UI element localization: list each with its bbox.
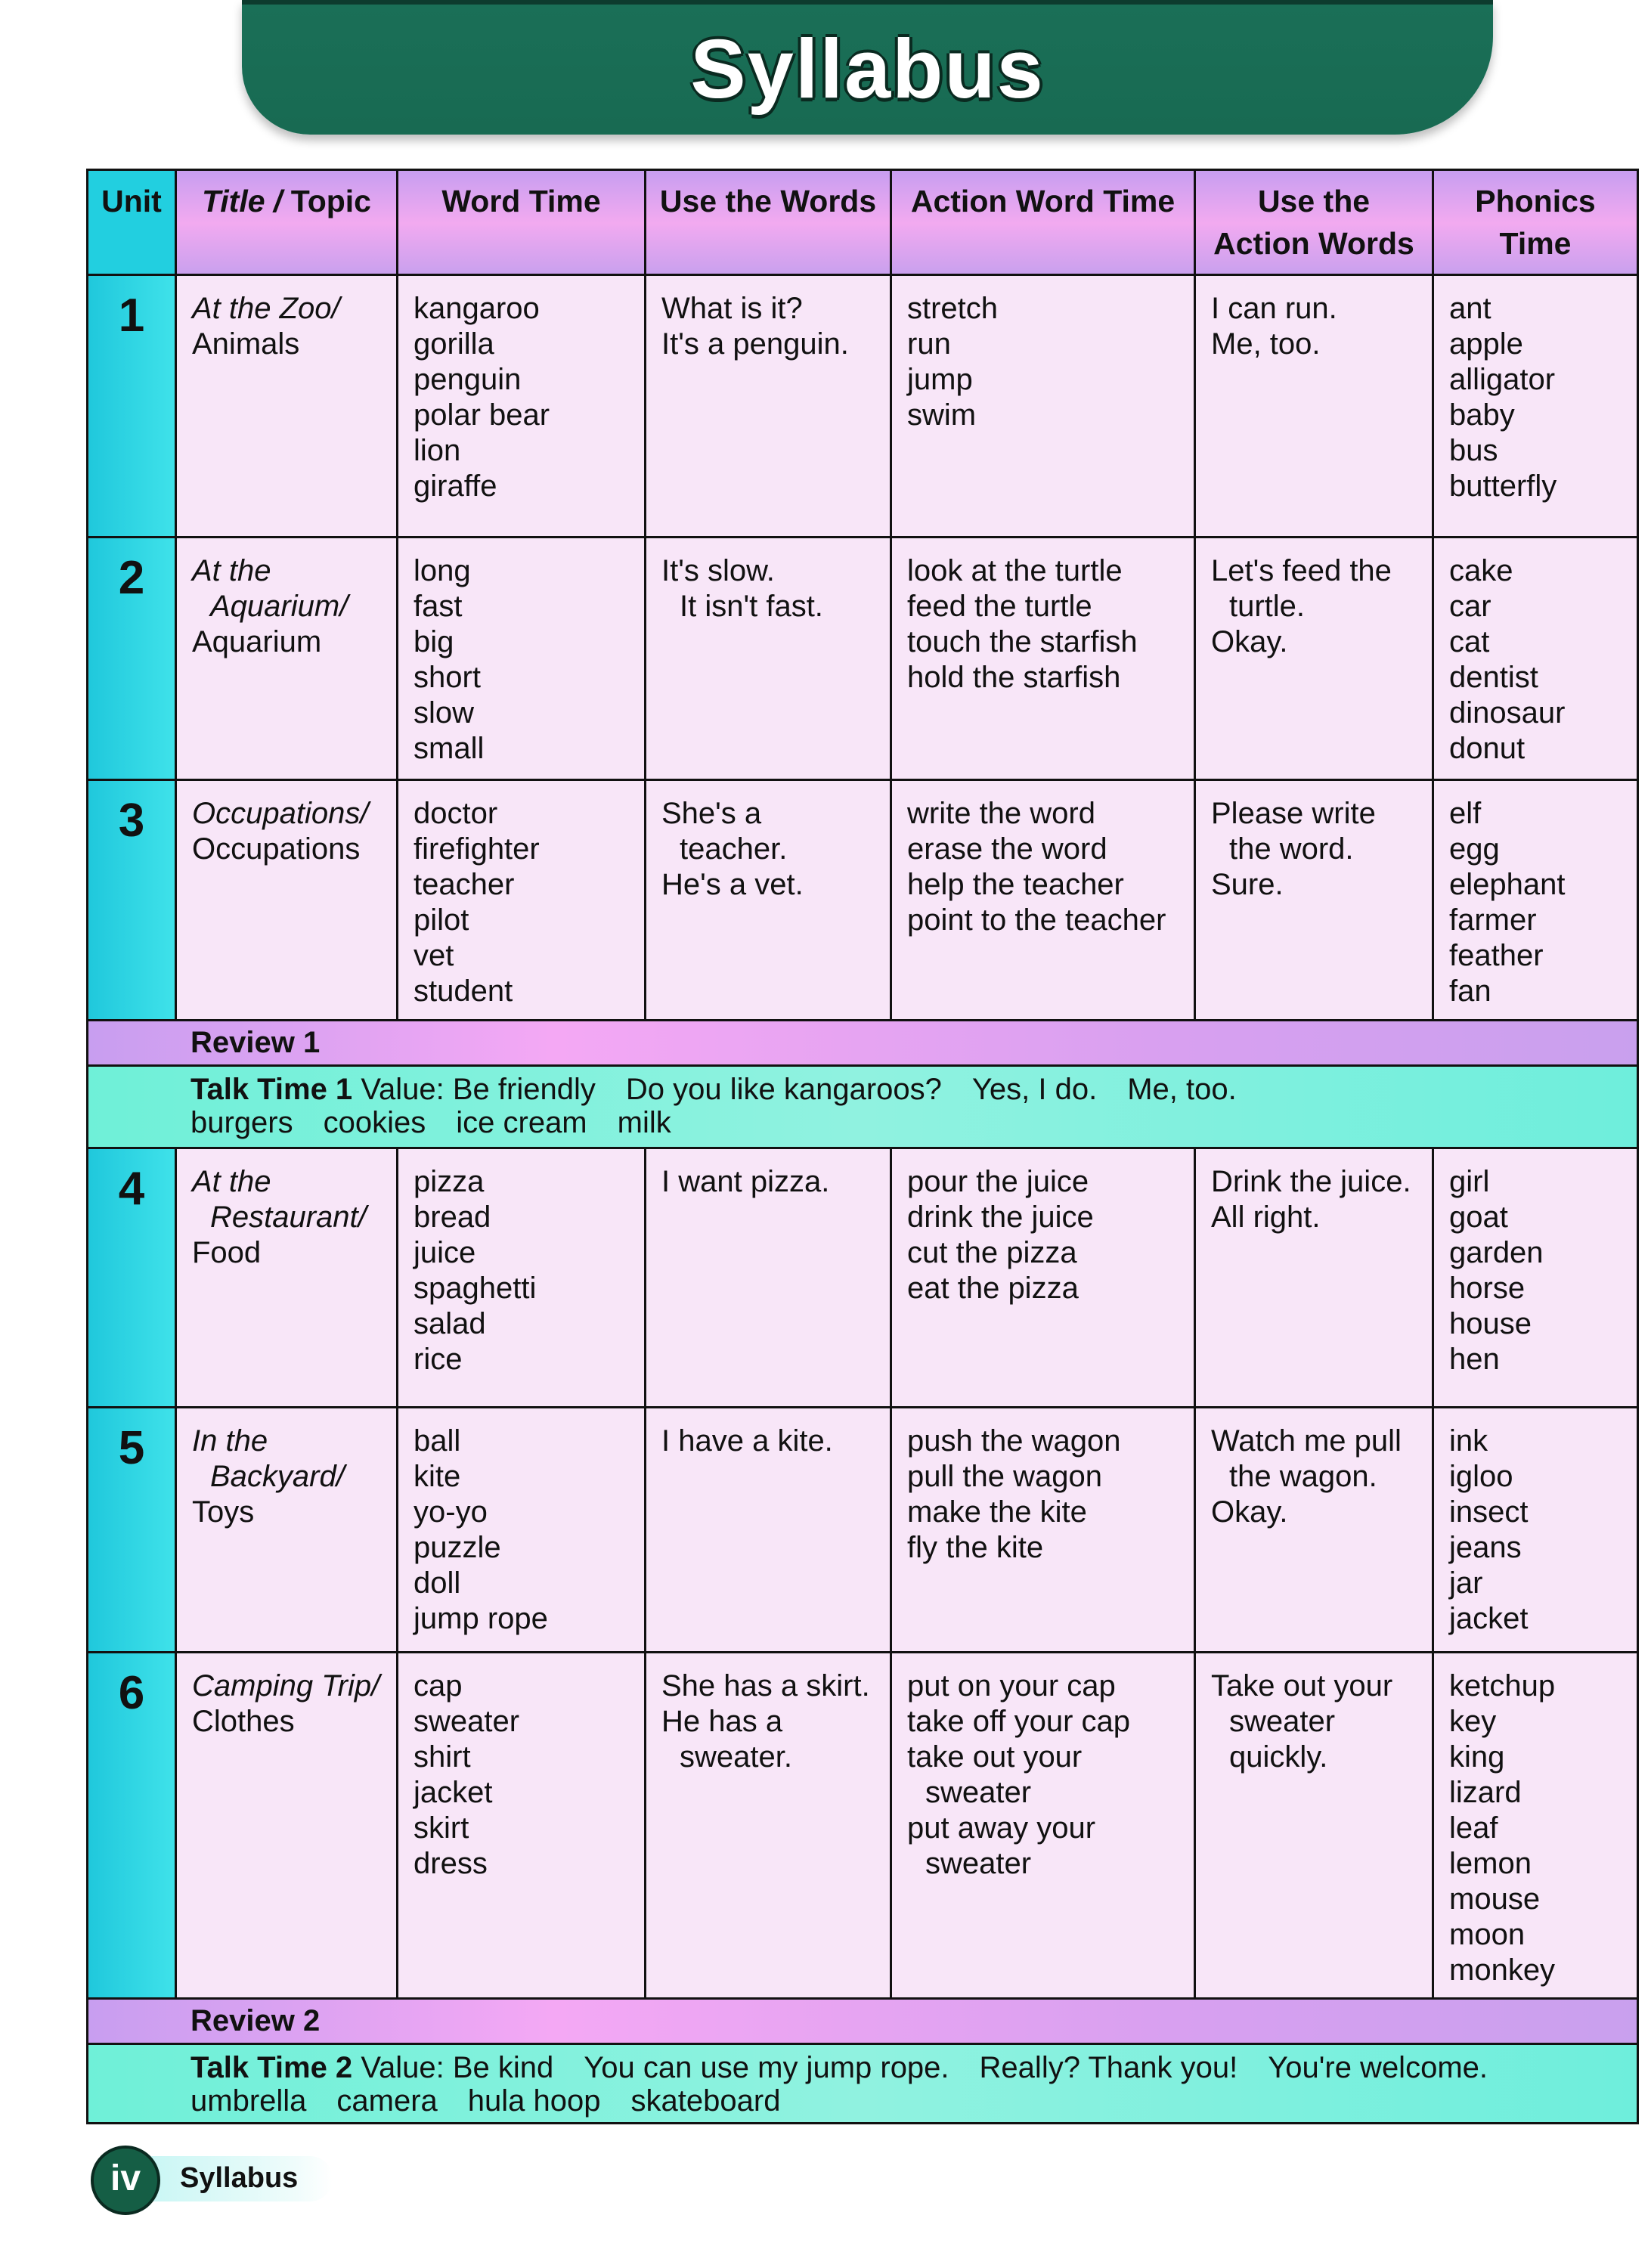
cell-line: fly the kite [907, 1531, 1044, 1564]
cell-line: butterfly [1449, 469, 1557, 503]
use-the-words-cell [646, 538, 891, 780]
cell-line: short [414, 661, 481, 694]
cell-line: Occupations [192, 832, 361, 866]
cell-line: monkey [1449, 1954, 1556, 1987]
cell-line: jacket [414, 1776, 493, 1809]
cell-line: doll [414, 1566, 461, 1600]
cell-line: key [1449, 1705, 1497, 1738]
cell-line: shirt [414, 1740, 471, 1774]
cell-line: lion [414, 434, 461, 467]
cell-line: vet [414, 939, 454, 972]
cell-line: dinosaur [1449, 696, 1566, 730]
cell-line: horse [1449, 1272, 1526, 1305]
phonics-cell [1433, 1148, 1638, 1408]
cell-line: girl [1449, 1165, 1490, 1198]
cell-line: run [907, 327, 951, 361]
talk-time-row [88, 1066, 1638, 1148]
unit-row [88, 538, 1638, 780]
header-use-the-action-words [1195, 170, 1433, 275]
cell-line: hen [1449, 1343, 1500, 1376]
talk-phrase: Yes, I do. [971, 1073, 1098, 1106]
cell-line: cut the pizza [907, 1236, 1077, 1269]
cell-line: I have a kite. [661, 1424, 833, 1458]
review-row [88, 1021, 1638, 1066]
talk-phrase: Do you like kangaroos? [625, 1073, 942, 1106]
action-word-time-cell [891, 780, 1195, 1021]
cell-line: penguin [414, 363, 522, 396]
header-title-topic [176, 170, 398, 275]
cell-line: mouse [1449, 1882, 1541, 1916]
cell-line: sweater. [680, 1740, 792, 1774]
cell-line: juice [414, 1236, 476, 1269]
cell-line: sweater [414, 1705, 520, 1738]
cell-line: swim [907, 398, 977, 432]
cell-line: pizza [414, 1165, 485, 1198]
action-word-time-cell [891, 538, 1195, 780]
talk-word: ice cream [456, 1106, 587, 1139]
title-cell [176, 275, 398, 538]
cell-line: alligator [1449, 363, 1556, 396]
header-label: Action Word Time [910, 184, 1176, 218]
cell-line: jump rope [414, 1602, 548, 1635]
use-the-action-words-cell [1195, 780, 1433, 1021]
cell-line: Me, too. [1211, 327, 1321, 361]
cell-line: Okay. [1211, 625, 1288, 658]
unit-number: 1 [88, 275, 176, 538]
cell-line: take out your [907, 1740, 1083, 1774]
use-the-words-cell [646, 780, 891, 1021]
unit-row [88, 1408, 1638, 1653]
cell-line: At the [192, 554, 271, 587]
cell-line: He has a [661, 1705, 783, 1738]
header-label: Title / Topic [201, 184, 371, 218]
talk-words-line [190, 2084, 1637, 2118]
cell-line: At the Zoo/ [192, 292, 340, 325]
unit-row [88, 1148, 1638, 1408]
cell-line: rice [414, 1343, 463, 1376]
cell-line: Restaurant/ [210, 1201, 367, 1234]
cell-line: hold the starfish [907, 661, 1121, 694]
talk-phrase: Me, too. [1127, 1073, 1237, 1106]
cell-line: spaghetti [414, 1272, 537, 1305]
cell-line: Please write [1211, 797, 1376, 830]
cell-line: igloo [1449, 1460, 1513, 1493]
cell-line: ketchup [1449, 1669, 1556, 1703]
review-label: Review 1 [88, 1021, 1638, 1066]
cell-line: Okay. [1211, 1495, 1288, 1529]
cell-line: cat [1449, 625, 1490, 658]
talk-word: hula hoop [467, 2084, 601, 2118]
cell-line: the word. [1229, 832, 1354, 866]
cell-line: write the word [907, 797, 1095, 830]
cell-line: long [414, 554, 471, 587]
cell-line: Watch me pull [1211, 1424, 1402, 1458]
use-the-action-words-cell [1195, 275, 1433, 538]
cell-line: At the [192, 1165, 271, 1198]
cell-line: king [1449, 1740, 1505, 1774]
title-cell [176, 1148, 398, 1408]
cell-line: sweater [1229, 1705, 1336, 1738]
talk-phrase: You can use my jump rope. [584, 2051, 949, 2084]
cell-line: She has a skirt. [661, 1669, 870, 1703]
cell-line: house [1449, 1307, 1532, 1340]
cell-line: help the teacher [907, 868, 1124, 901]
header-label: Phonics [1475, 184, 1596, 218]
word-time-cell [398, 780, 646, 1021]
word-time-cell [398, 275, 646, 538]
review-label: Review 2 [88, 1999, 1638, 2044]
cell-line: small [414, 732, 485, 765]
cell-line: fast [414, 590, 463, 623]
cell-line: leaf [1449, 1811, 1498, 1845]
unit-number: 6 [88, 1653, 176, 1999]
cell-line: lemon [1449, 1847, 1532, 1880]
talk-phrase: Really? Thank you! [979, 2051, 1238, 2084]
cell-line: take off your cap [907, 1705, 1130, 1738]
talk-time-line [190, 2051, 1637, 2084]
use-the-action-words-cell [1195, 1408, 1433, 1653]
cell-line: In the [192, 1424, 268, 1458]
talk-time-value: Value: Be kind [361, 2051, 554, 2084]
talk-word: milk [617, 1106, 671, 1139]
cell-line: skirt [414, 1811, 469, 1845]
unit-row [88, 1653, 1638, 1999]
cell-line: baby [1449, 398, 1515, 432]
action-word-time-cell [891, 1653, 1195, 1999]
cell-line: jacket [1449, 1602, 1529, 1635]
title-cell [176, 1408, 398, 1653]
cell-line: touch the starfish [907, 625, 1138, 658]
cell-line: It isn't fast. [680, 590, 823, 623]
cell-line: sweater [925, 1776, 1032, 1809]
cell-line: Sure. [1211, 868, 1284, 901]
talk-word: skateboard [630, 2084, 781, 2118]
cell-line: pilot [414, 903, 469, 937]
header-action-word-time [891, 170, 1195, 275]
cell-line: teacher. [680, 832, 788, 866]
cell-line: doctor [414, 797, 498, 830]
cell-line: Occupations/ [192, 797, 369, 830]
header-word-time [398, 170, 646, 275]
action-word-time-cell [891, 1408, 1195, 1653]
cell-line: put away your [907, 1811, 1096, 1845]
cell-line: pull the wagon [907, 1460, 1102, 1493]
cell-line: the wagon. [1229, 1460, 1377, 1493]
cell-line: It's a penguin. [661, 327, 849, 361]
cell-line: bus [1449, 434, 1498, 467]
cell-line: apple [1449, 327, 1523, 361]
cell-line: feed the turtle [907, 590, 1092, 623]
cell-line: jeans [1449, 1531, 1522, 1564]
cell-line: insect [1449, 1495, 1529, 1529]
cell-line: yo-yo [414, 1495, 488, 1529]
cell-line: garden [1449, 1236, 1544, 1269]
cell-line: firefighter [414, 832, 540, 866]
use-the-words-cell [646, 275, 891, 538]
cell-line: eat the pizza [907, 1272, 1079, 1305]
action-word-time-cell [891, 1148, 1195, 1408]
cell-line: pour the juice [907, 1165, 1089, 1198]
cell-line: point to the teacher [907, 903, 1166, 937]
review-row [88, 1999, 1638, 2044]
cell-line: cake [1449, 554, 1513, 587]
cell-line: ball [414, 1424, 461, 1458]
cell-line: dress [414, 1847, 488, 1880]
title-cell [176, 538, 398, 780]
cell-line: farmer [1449, 903, 1537, 937]
cell-line: teacher [414, 868, 515, 901]
use-the-action-words-cell [1195, 1148, 1433, 1408]
cell-line: push the wagon [907, 1424, 1121, 1458]
cell-line: Aquarium/ [210, 590, 348, 623]
title-banner [242, 0, 1493, 135]
header-phonics-time [1433, 170, 1638, 275]
action-word-time-cell [891, 275, 1195, 538]
talk-time-label: Talk Time 2 [190, 2051, 353, 2084]
cell-line: All right. [1211, 1201, 1321, 1234]
cell-line: Clothes [192, 1705, 295, 1738]
footer-label: Syllabus [180, 2162, 299, 2194]
header-label: Word Time [441, 184, 601, 218]
cell-line: I can run. [1211, 292, 1337, 325]
header-label: Unit [101, 184, 162, 218]
unit-row [88, 780, 1638, 1021]
cell-line: Camping Trip/ [192, 1669, 380, 1703]
cell-line: dentist [1449, 661, 1538, 694]
cell-line: jar [1449, 1566, 1483, 1600]
unit-number: 5 [88, 1408, 176, 1653]
header-unit [88, 170, 176, 275]
phonics-cell [1433, 1408, 1638, 1653]
cell-line: goat [1449, 1201, 1508, 1234]
cell-line: Let's feed the [1211, 554, 1392, 587]
phonics-cell [1433, 1653, 1638, 1999]
use-the-words-cell [646, 1653, 891, 1999]
page-number-badge: iv [91, 2146, 160, 2215]
cell-line: sweater [925, 1847, 1032, 1880]
cell-line: jump [907, 363, 973, 396]
cell-line: She's a [661, 797, 762, 830]
cell-line: lizard [1449, 1776, 1522, 1809]
cell-line: kangaroo [414, 292, 540, 325]
cell-line: puzzle [414, 1531, 501, 1564]
cell-line: Backyard/ [210, 1460, 345, 1493]
cell-line: salad [414, 1307, 486, 1340]
cell-line: giraffe [414, 469, 497, 503]
talk-time-row [88, 2044, 1638, 2124]
header-row [88, 170, 1638, 275]
use-the-words-cell [646, 1408, 891, 1653]
unit-row [88, 275, 1638, 538]
use-the-action-words-cell [1195, 538, 1433, 780]
talk-word: umbrella [190, 2084, 307, 2118]
title-cell [176, 1653, 398, 1999]
cell-line: big [414, 625, 454, 658]
cell-line: egg [1449, 832, 1500, 866]
page-title: Syllabus [690, 23, 1045, 116]
cell-line: Drink the juice. [1211, 1165, 1411, 1198]
header-use-the-words [646, 170, 891, 275]
unit-number: 3 [88, 780, 176, 1021]
cell-line: kite [414, 1460, 461, 1493]
cell-line: stretch [907, 292, 999, 325]
unit-number: 2 [88, 538, 176, 780]
cell-line: moon [1449, 1918, 1526, 1951]
cell-line: polar bear [414, 398, 550, 432]
cell-line: ink [1449, 1424, 1488, 1458]
use-the-action-words-cell [1195, 1653, 1433, 1999]
talk-words-line [190, 1106, 1637, 1139]
cell-line: cap [414, 1669, 463, 1703]
title-cell [176, 780, 398, 1021]
talk-time-cell [88, 2044, 1638, 2124]
word-time-cell [398, 538, 646, 780]
header-label: Use the [1257, 184, 1371, 218]
talk-word: burgers [190, 1106, 293, 1139]
cell-line: donut [1449, 732, 1526, 765]
header-label: Use the Words [659, 184, 877, 218]
phonics-cell [1433, 780, 1638, 1021]
talk-word: camera [336, 2084, 438, 2118]
cell-line: Toys [192, 1495, 255, 1529]
cell-line: student [414, 974, 513, 1008]
cell-line: I want pizza. [661, 1165, 830, 1198]
cell-line: ant [1449, 292, 1491, 325]
cell-line: slow [414, 696, 475, 730]
cell-line: gorilla [414, 327, 494, 361]
header-label: Time [1499, 226, 1572, 261]
cell-line: drink the juice [907, 1201, 1094, 1234]
talk-time-label: Talk Time 1 [190, 1073, 353, 1106]
cell-line: car [1449, 590, 1491, 623]
cell-line: feather [1449, 939, 1544, 972]
word-time-cell [398, 1408, 646, 1653]
cell-line: bread [414, 1201, 491, 1234]
talk-time-cell [88, 1066, 1638, 1148]
header-label: Action Words [1213, 226, 1414, 261]
cell-line: What is it? [661, 292, 803, 325]
talk-time-value: Value: Be friendly [361, 1073, 596, 1106]
talk-time-line [190, 1073, 1637, 1106]
unit-number: 4 [88, 1148, 176, 1408]
cell-line: turtle. [1229, 590, 1306, 623]
talk-word: cookies [323, 1106, 426, 1139]
cell-line: It's slow. [661, 554, 775, 587]
cell-line: Animals [192, 327, 300, 361]
cell-line: make the kite [907, 1495, 1087, 1529]
phonics-cell [1433, 538, 1638, 780]
cell-line: erase the word [907, 832, 1107, 866]
cell-line: elephant [1449, 868, 1566, 901]
cell-line: Take out your [1211, 1669, 1393, 1703]
cell-line: Aquarium [192, 625, 322, 658]
word-time-cell [398, 1148, 646, 1408]
syllabus-table [86, 169, 1639, 2124]
cell-line: fan [1449, 974, 1491, 1008]
cell-line: elf [1449, 797, 1482, 830]
cell-line: He's a vet. [661, 868, 804, 901]
cell-line: Food [192, 1236, 262, 1269]
use-the-words-cell [646, 1148, 891, 1408]
cell-line: quickly. [1229, 1740, 1328, 1774]
word-time-cell [398, 1653, 646, 1999]
phonics-cell [1433, 275, 1638, 538]
cell-line: look at the turtle [907, 554, 1123, 587]
cell-line: put on your cap [907, 1669, 1116, 1703]
talk-phrase: You're welcome. [1268, 2051, 1488, 2084]
